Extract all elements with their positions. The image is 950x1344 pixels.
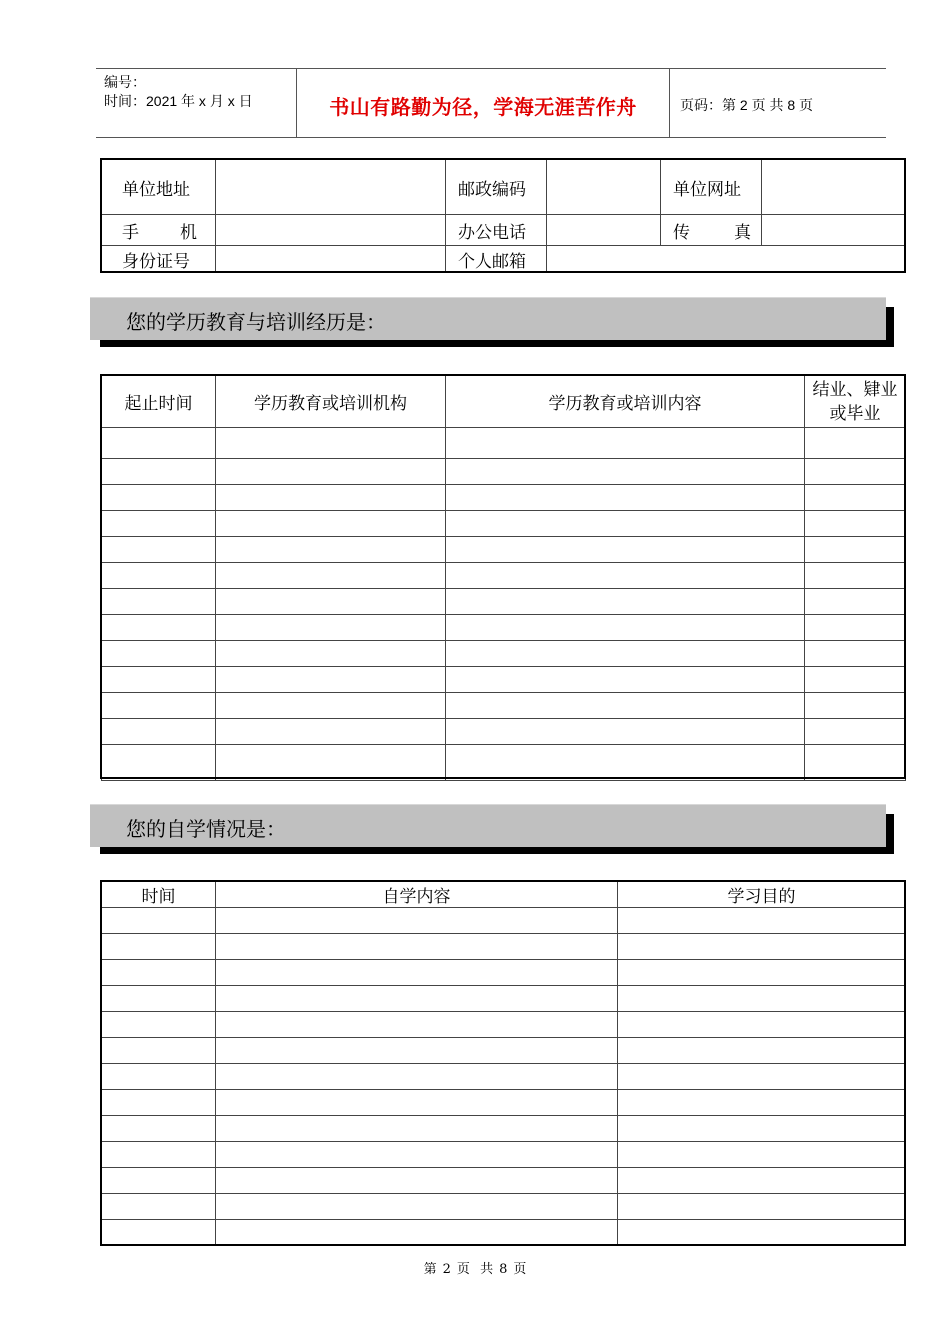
- self-time-cell[interactable]: [102, 1220, 216, 1246]
- address-label: 单位地址: [102, 160, 216, 215]
- table-row: [102, 459, 906, 485]
- edu-period-cell[interactable]: [102, 719, 216, 745]
- footer-text: 页: [513, 1262, 527, 1277]
- self-content-cell[interactable]: [216, 1220, 618, 1246]
- self-time-cell[interactable]: [102, 1116, 216, 1142]
- office-phone-label: 办公电话: [446, 215, 547, 246]
- edu-content-cell[interactable]: [446, 641, 805, 667]
- self-content-cell[interactable]: [216, 1142, 618, 1168]
- edu-completion-cell[interactable]: [805, 615, 906, 641]
- edu-content-cell[interactable]: [446, 589, 805, 615]
- table-row: [102, 1090, 906, 1116]
- footer-current-page: 2: [442, 1262, 451, 1277]
- self-study-banner-title: 您的自学情况是：: [126, 817, 286, 841]
- edu-institution-cell[interactable]: [216, 615, 446, 641]
- edu-institution-cell[interactable]: [216, 459, 446, 485]
- website-label: 单位网址: [661, 160, 762, 215]
- edu-period-cell[interactable]: [102, 641, 216, 667]
- edu-period-cell[interactable]: [102, 511, 216, 537]
- self-purpose-cell[interactable]: [618, 1142, 906, 1168]
- header-left-cell: [96, 69, 297, 137]
- self-time-cell[interactable]: [102, 908, 216, 934]
- table-row: [102, 960, 906, 986]
- education-banner-title: 您的学历教育与培训经历是：: [126, 310, 386, 334]
- table-row: [102, 563, 906, 589]
- table-row: [102, 1220, 906, 1246]
- self-content-cell[interactable]: [216, 960, 618, 986]
- edu-institution-cell[interactable]: [216, 485, 446, 511]
- edu-completion-cell[interactable]: [805, 745, 906, 781]
- edu-content-cell[interactable]: [446, 615, 805, 641]
- self-study-section-banner: [90, 804, 896, 856]
- edu-completion-cell[interactable]: [805, 641, 906, 667]
- education-section-banner: [90, 297, 896, 349]
- education-table: [101, 375, 906, 781]
- table-row: [102, 428, 906, 459]
- edu-institution-cell[interactable]: [216, 589, 446, 615]
- edu-content-cell[interactable]: [446, 537, 805, 563]
- footer-text: 页: [456, 1262, 470, 1277]
- table-row: [102, 615, 906, 641]
- edu-content-cell[interactable]: [446, 563, 805, 589]
- table-row: [102, 986, 906, 1012]
- self-content-cell[interactable]: [216, 908, 618, 934]
- table-row: [102, 537, 906, 563]
- edu-period-cell[interactable]: [102, 589, 216, 615]
- self-time-cell[interactable]: [102, 960, 216, 986]
- footer-text: 共: [480, 1262, 494, 1277]
- self-time-cell[interactable]: [102, 1168, 216, 1194]
- self-purpose-cell[interactable]: [618, 960, 906, 986]
- table-row: [102, 908, 906, 934]
- self-study-table: [101, 881, 906, 1246]
- edu-institution-cell[interactable]: [216, 563, 446, 589]
- self-header-purpose: 学习目的: [618, 882, 906, 908]
- id-number-label: 身份证号: [102, 246, 216, 273]
- table-row: [102, 1064, 906, 1090]
- edu-completion-cell[interactable]: [805, 485, 906, 511]
- edu-content-cell[interactable]: [446, 459, 805, 485]
- edu-completion-cell[interactable]: [805, 511, 906, 537]
- self-purpose-cell[interactable]: [618, 1090, 906, 1116]
- edu-content-cell[interactable]: [446, 719, 805, 745]
- edu-period-cell[interactable]: [102, 485, 216, 511]
- email-label: 个人邮箱: [446, 246, 547, 273]
- table-row: [102, 1194, 906, 1220]
- id-number-field[interactable]: [216, 246, 446, 273]
- edu-completion-cell[interactable]: [805, 563, 906, 589]
- self-content-cell[interactable]: [216, 1090, 618, 1116]
- edu-period-cell[interactable]: [102, 667, 216, 693]
- edu-header-completion: 结业、肄业或毕业: [805, 376, 906, 428]
- table-row: [102, 934, 906, 960]
- postcode-label: 邮政编码: [446, 160, 547, 215]
- edu-completion-cell[interactable]: [805, 693, 906, 719]
- banner-face: [90, 804, 886, 847]
- edu-completion-cell[interactable]: [805, 537, 906, 563]
- self-time-cell[interactable]: [102, 934, 216, 960]
- table-row: [102, 511, 906, 537]
- self-purpose-cell[interactable]: [618, 908, 906, 934]
- website-field[interactable]: [762, 160, 906, 215]
- mobile-label: 手 机: [102, 215, 216, 246]
- postcode-field[interactable]: [547, 160, 661, 215]
- edu-completion-cell[interactable]: [805, 459, 906, 485]
- edu-header-institution: 学历教育或培训机构: [216, 376, 446, 428]
- self-purpose-cell[interactable]: [618, 986, 906, 1012]
- edu-period-cell[interactable]: [102, 745, 216, 781]
- self-content-cell[interactable]: [216, 1194, 618, 1220]
- self-header-time: 时间: [102, 882, 216, 908]
- edu-content-cell[interactable]: [446, 485, 805, 511]
- self-purpose-cell[interactable]: [618, 1116, 906, 1142]
- edu-institution-cell[interactable]: [216, 719, 446, 745]
- table-row: [102, 589, 906, 615]
- edu-period-cell[interactable]: [102, 693, 216, 719]
- self-purpose-cell[interactable]: [618, 934, 906, 960]
- edu-completion-cell[interactable]: [805, 428, 906, 459]
- page-footer: [0, 1258, 950, 1277]
- self-purpose-cell[interactable]: [618, 1064, 906, 1090]
- self-content-cell[interactable]: [216, 1168, 618, 1194]
- self-time-cell[interactable]: [102, 986, 216, 1012]
- edu-header-period: 起止时间: [102, 376, 216, 428]
- edu-institution-cell[interactable]: [216, 511, 446, 537]
- self-content-cell[interactable]: [216, 1038, 618, 1064]
- table-row: [102, 1168, 906, 1194]
- self-purpose-cell[interactable]: [618, 1038, 906, 1064]
- self-time-cell[interactable]: [102, 1194, 216, 1220]
- self-content-cell[interactable]: [216, 1012, 618, 1038]
- table-row: [102, 667, 906, 693]
- self-time-cell[interactable]: [102, 1012, 216, 1038]
- edu-completion-cell[interactable]: [805, 719, 906, 745]
- self-purpose-cell[interactable]: [618, 1194, 906, 1220]
- table-row: [102, 719, 906, 745]
- edu-institution-cell[interactable]: [216, 641, 446, 667]
- mobile-field[interactable]: [216, 215, 446, 246]
- header-motto: 书山有路勤为径，学海无涯苦作舟: [329, 95, 637, 119]
- footer-text: 第: [423, 1262, 437, 1277]
- address-field[interactable]: [216, 160, 446, 215]
- edu-content-cell[interactable]: [446, 511, 805, 537]
- document-date: 时间：2021 年 x 月 x 日: [104, 93, 253, 109]
- table-row: [102, 693, 906, 719]
- edu-institution-cell[interactable]: [216, 428, 446, 459]
- self-content-cell[interactable]: [216, 1116, 618, 1142]
- edu-period-cell[interactable]: [102, 537, 216, 563]
- edu-period-cell[interactable]: [102, 615, 216, 641]
- edu-institution-cell[interactable]: [216, 693, 446, 719]
- edu-content-cell[interactable]: [446, 745, 805, 781]
- edu-institution-cell[interactable]: [216, 537, 446, 563]
- footer-total-pages: 8: [499, 1262, 508, 1277]
- edu-institution-cell[interactable]: [216, 667, 446, 693]
- page-number: 页码：第 2 页 共 8 页: [680, 97, 814, 113]
- self-purpose-cell[interactable]: [618, 1012, 906, 1038]
- table-row: [102, 1012, 906, 1038]
- table-row: [102, 485, 906, 511]
- edu-institution-cell[interactable]: [216, 745, 446, 781]
- table-row: [102, 641, 906, 667]
- email-field[interactable]: [547, 246, 906, 273]
- self-purpose-cell[interactable]: [618, 1168, 906, 1194]
- self-content-cell[interactable]: [216, 934, 618, 960]
- page-header: [96, 68, 886, 138]
- document-number: 编号：: [104, 74, 146, 90]
- education-rows: [102, 428, 906, 781]
- edu-period-cell[interactable]: [102, 428, 216, 459]
- banner-face: [90, 297, 886, 340]
- self-time-cell[interactable]: [102, 1064, 216, 1090]
- self-time-cell[interactable]: [102, 1038, 216, 1064]
- edu-content-cell[interactable]: [446, 667, 805, 693]
- edu-period-cell[interactable]: [102, 563, 216, 589]
- office-phone-field[interactable]: [547, 215, 661, 246]
- table-row: [102, 745, 906, 781]
- table-row: [102, 1038, 906, 1064]
- self-purpose-cell[interactable]: [618, 1220, 906, 1246]
- self-content-cell[interactable]: [216, 986, 618, 1012]
- self-study-rows: [102, 908, 906, 1246]
- table-row: [102, 1142, 906, 1168]
- edu-completion-cell[interactable]: [805, 667, 906, 693]
- edu-period-cell[interactable]: [102, 459, 216, 485]
- self-content-cell[interactable]: [216, 1064, 618, 1090]
- header-center-cell: [297, 69, 670, 137]
- fax-label: 传 真: [661, 215, 762, 246]
- self-time-cell[interactable]: [102, 1090, 216, 1116]
- edu-header-content: 学历教育或培训内容: [446, 376, 805, 428]
- fax-field[interactable]: [762, 215, 906, 246]
- contact-info-table: [101, 159, 906, 273]
- self-time-cell[interactable]: [102, 1142, 216, 1168]
- self-header-content: 自学内容: [216, 882, 618, 908]
- header-right-cell: [670, 69, 886, 137]
- edu-completion-cell[interactable]: [805, 589, 906, 615]
- edu-content-cell[interactable]: [446, 428, 805, 459]
- table-row: [102, 1116, 906, 1142]
- edu-content-cell[interactable]: [446, 693, 805, 719]
